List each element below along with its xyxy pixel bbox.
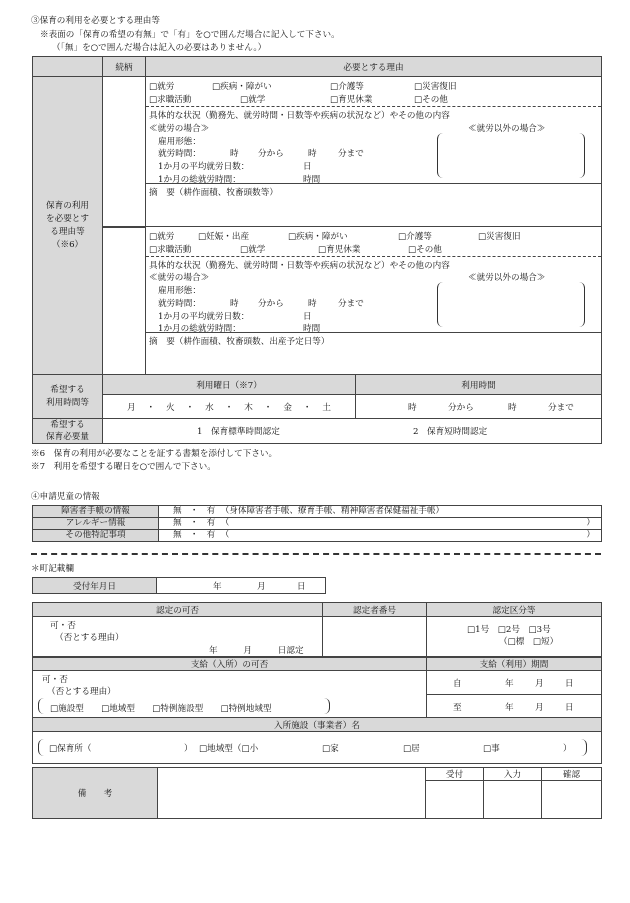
use-time-header: 利用時間 [356,375,602,395]
hours-unit: 時間 [303,324,321,334]
cert-class-field[interactable] [427,617,602,657]
remarks-field[interactable] [158,768,426,819]
reason2-opt-study[interactable]: □就学 [240,245,266,255]
facility-business-option[interactable]: □事 [483,744,500,754]
supply-period-header: 支給（利用）期間 [427,658,602,671]
reason2-work-hours: 就労時間： [158,299,201,309]
paren-right [578,133,585,178]
reason2-opt-work[interactable]: □就労 [149,232,175,242]
reason2-nonwork-case: ≪就労以外の場合≫ [468,273,546,283]
reason2-opt-care[interactable]: □介護等 [398,232,432,242]
reason1-opt-care[interactable]: □介護等 [330,82,364,92]
minute-from-label: 分から [258,149,284,159]
paren-right [324,698,330,714]
minute-from-label: 分から [258,299,284,309]
hour-label: 時 [230,299,239,309]
period-to-row[interactable] [427,695,601,717]
deny-reason-label: （否とする理由） [55,633,124,643]
approve-deny-option[interactable]: 可・否 [50,621,76,631]
relation-field-2[interactable] [103,228,145,374]
disability-label: 障害者手帳の情報 [33,506,159,518]
child-info-table [32,505,602,542]
day-unit: 日 [303,162,312,172]
minute-to-label: 分まで [338,149,364,159]
input-stamp-field[interactable] [484,781,542,819]
paren-right [581,739,587,756]
need-standard-option[interactable]: 1 保育標準時間認定 [197,427,280,437]
input-stamp-header: 入力 [484,768,542,781]
need-amount-field [103,419,602,444]
other-notes-label: その他特記事項 [33,530,159,542]
day-fri[interactable]: 金 [283,402,292,413]
receipt-date-table [32,577,326,594]
deny-reason-label: （否とする理由） [47,687,116,697]
facility-name-field[interactable] [33,732,602,764]
yes-option[interactable]: 有 [206,518,216,528]
cert-number-header: 認定者番号 [323,603,427,617]
separator: ・ [263,402,273,413]
relation-header: 続柄 [103,57,146,77]
year-unit: 年 [505,703,514,713]
hour-label: 時 [308,299,317,309]
cert-approval-header: 認定の可否 [33,603,323,617]
separator: ・ [189,530,199,540]
separator: ・ [224,402,234,413]
hours-unit: 時間 [303,175,321,185]
receipt-stamp-field[interactable] [426,781,484,819]
reason1-opt-disaster[interactable]: □災害復旧 [414,82,457,92]
reason1-detail-heading: 具体的な状況（勤務先、就労時間・日数等や疾病の状況など）やその他の内容 [149,111,450,121]
cert-class-subopts[interactable]: （□標 □短） [499,637,559,647]
separator: ・ [189,506,199,516]
to-label: 至 [453,703,462,713]
paren-left [38,698,44,714]
hour-label: 時 [408,403,417,413]
reason2-avg-days: 1か月の平均就労日数： [158,312,250,322]
year-unit: 年 [505,679,514,689]
reason1-opt-illness[interactable]: □疾病・障がい [212,82,272,92]
hour-label: 時 [508,403,517,413]
allergy-label: アレルギー情報 [33,518,159,530]
facility-regional-option[interactable]: □地域型（□小 [199,744,259,754]
divider [146,332,601,333]
disability-types: （身体障害者手帳、療育手帳、精神障害者保健福祉手帳） [220,506,445,516]
cert-approval-field[interactable] [33,617,323,657]
reason2-opt-illness[interactable]: □疾病・障がい [288,232,348,242]
reason1-opt-childcare-leave[interactable]: □育児休業 [330,95,373,105]
month-unit: 月 [535,703,544,713]
reason-table-corner [33,57,103,77]
paren-right [578,282,585,327]
separator: ・ [185,402,195,413]
close-paren: ） [563,744,572,754]
supply-approval-header: 支給（入所）の可否 [33,658,427,671]
reason2-opt-jobsearch[interactable]: □求職活動 [149,245,192,255]
reason1-nonwork-case: ≪就労以外の場合≫ [468,124,546,134]
day-wed[interactable]: 水 [205,402,214,413]
reason-row-label: 保育の利用 を必要とす る理由等 （※6） [33,77,103,375]
use-time-field[interactable] [356,395,602,419]
confirm-stamp-field[interactable] [542,781,602,819]
yes-option[interactable]: 有 [206,530,216,540]
reason2-opt-childcare-leave[interactable]: □育児休業 [318,245,361,255]
town-section-title: ＊町記載欄 [31,564,74,574]
reason1-opt-work[interactable]: □就労 [149,82,175,92]
footnote-6: ※6 保育の利用が必要なことを証する書類を添付して下さい。 [31,449,278,459]
separator: ・ [302,402,312,413]
reason2-work-case: ≪就労の場合≫ [149,273,210,283]
reason1-work-case: ≪就労の場合≫ [149,124,210,134]
reason1-opt-jobsearch[interactable]: □求職活動 [149,95,192,105]
month-unit: 月 [257,582,266,592]
reason1-employment-type: 雇用形態： [158,137,201,147]
reason1-summary: 摘 要（耕作面積、牧畜頭数等） [149,188,278,198]
cert-number-field[interactable] [323,617,427,657]
day-unit: 日 [297,582,306,592]
day-sat[interactable]: 土 [322,402,332,413]
open-paren: （ [220,530,230,540]
hope-time-label: 希望する 利用時間等 [33,375,103,419]
no-option[interactable]: 無 [173,506,182,516]
close-paren: ） [184,744,193,754]
section3-note1: ※表面の「保育の希望の有無」で「有」を○で囲んだ場合に記入して下さい。 [40,30,340,40]
other-notes-field[interactable] [159,530,602,542]
minute-from-label: 分から [448,403,474,413]
supply-table [32,657,602,764]
close-paren: ） [586,518,595,528]
reason2-opt-other[interactable]: □その他 [408,245,442,255]
period-from-row[interactable] [427,671,601,695]
reason1-total-hours: 1か月の総就労時間： [158,175,241,185]
facility-home-option[interactable]: □家 [322,744,339,754]
block-separator [103,226,602,227]
facility-name-header: 入所施設（事業者）名 [33,718,602,732]
reason1-opt-other[interactable]: □その他 [414,95,448,105]
remarks-table [32,767,602,819]
receipt-date-label: 受付年月日 [33,578,157,594]
need-amount-label: 希望する 保育必要量 [33,419,103,444]
use-days-field[interactable] [103,395,356,419]
from-label: 自 [453,679,462,689]
disability-field[interactable] [159,506,602,518]
reason2-total-hours: 1か月の総就労時間： [158,324,241,334]
hour-label: 時 [230,149,239,159]
day-unit: 日 [565,703,574,713]
reason2-opt-disaster[interactable]: □災害復旧 [478,232,521,242]
section3-note2: （「無」を○で囲んだ場合は記入の必要はありません。） [52,43,267,53]
receipt-stamp-header: 受付 [426,768,484,781]
paren-left [38,739,44,756]
reason-header: 必要とする理由 [146,57,602,77]
reason2-summary: 摘 要（耕作面積、牧畜頭数、出産予定日等） [149,337,330,347]
separator: ・ [189,518,199,528]
facility-residence-option[interactable]: □居 [403,744,420,754]
open-paren: （ [220,518,230,528]
yes-option[interactable]: 有 [206,506,216,516]
reason2-opt-pregnancy[interactable]: □妊娠・出産 [198,232,250,242]
section3-title: ③保育の利用を必要とする理由等 [31,16,160,26]
day-mon[interactable]: 月 [126,402,136,413]
reason2-employment-type: 雇用形態： [158,286,201,296]
hour-label: 時 [308,149,317,159]
facility-nursery-option[interactable]: □保育所（ [49,744,92,754]
minute-to-label: 分まで [548,403,574,413]
reason2-detail-heading: 具体的な状況（勤務先、就労時間・日数等や疾病の状況など）やその他の内容 [149,261,450,271]
year-unit: 年 [213,582,222,592]
remarks-label: 備 考 [33,768,158,819]
paren-left [437,133,444,178]
no-option[interactable]: 無 [173,530,182,540]
cert-class-options[interactable]: □1号 □2号 □3号 [467,625,551,635]
reason1-opt-study[interactable]: □就学 [240,95,266,105]
reason1-work-hours: 就労時間： [158,149,201,159]
supply-approval-field[interactable] [33,671,427,718]
day-unit: 日 [303,312,312,322]
receipt-date-field[interactable] [157,578,326,594]
certification-table [32,602,602,657]
cert-class-header: 認定区分等 [427,603,602,617]
allergy-field[interactable] [159,518,602,530]
divider [146,183,601,184]
minute-to-label: 分まで [338,299,364,309]
reason1-avg-days: 1か月の平均就労日数： [158,162,250,172]
separator: ・ [146,402,156,413]
paren-left [437,282,444,327]
facility-type-options[interactable]: □施設型 □地域型 □特例施設型 □特例地域型 [50,704,272,714]
cut-line [31,553,601,555]
divider [146,256,601,257]
confirm-stamp-header: 確認 [542,768,602,781]
day-unit: 日 [565,679,574,689]
divider [146,106,601,107]
footnote-7: ※7 利用を希望する曜日を○で囲んで下さい。 [31,462,216,472]
no-option[interactable]: 無 [173,518,182,528]
supply-period-field [427,671,602,718]
relation-field-1[interactable] [103,77,145,228]
month-unit: 月 [535,679,544,689]
approve-deny-option[interactable]: 可・否 [42,675,68,685]
cert-date-label: 年 月 日認定 [209,646,304,656]
hope-table [32,374,602,444]
section4-title: ④申請児童の情報 [31,492,100,502]
day-tue[interactable]: 火 [166,402,175,413]
use-days-header: 利用曜日（※7） [103,375,356,395]
day-thu[interactable]: 木 [244,402,253,413]
need-short-option[interactable]: 2 保育短時間認定 [413,427,488,437]
close-paren: ） [586,530,595,540]
